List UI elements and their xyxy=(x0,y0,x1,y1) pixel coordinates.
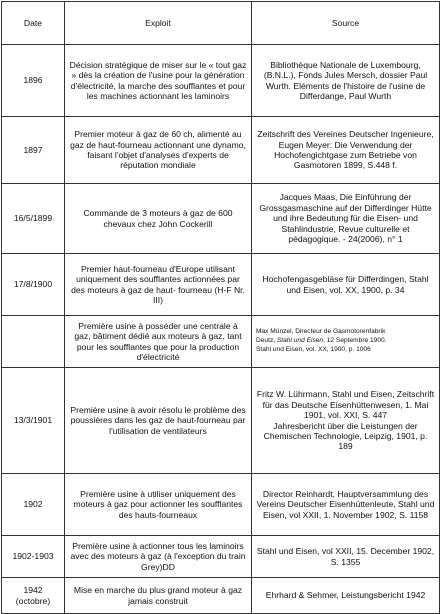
source-line: Stahl und Eisen, vol. XX, 1900, p. 1006 xyxy=(256,345,371,353)
source-line: Max Münzel, Directeur de Gasmotorenfabrik xyxy=(256,328,386,336)
table-row xyxy=(2,316,440,368)
exploit-cell: Mise en marche du plus grand moteur à gaz jamais construit xyxy=(65,578,252,614)
source-cell: Jacques Maas, Die Einführung der Grossgasmaschine auf der Differdinger Hütte und ihre Bedeutung für die Eisen- und Stahlindustrie, Revue culturelle et pédagogique. - 24(2006), n° 1 xyxy=(252,184,440,254)
date-cell: 13/3/1901 xyxy=(2,368,65,474)
table-row xyxy=(2,368,440,474)
source-cell: Bibliothèque Nationale de Luxembourg, (B.N.L.), Fonds Jules Mersch, dossier Paul Wurth. Eléments de l'histoire de l'usine de Differdange, Paul Wurth xyxy=(252,45,440,117)
source-journal: Stahl und Eisen xyxy=(276,337,324,345)
date-cell: 1896 xyxy=(2,45,65,117)
date-line: (octobre) xyxy=(15,595,51,606)
source-cell xyxy=(252,316,440,368)
history-table xyxy=(1,1,440,614)
header-row xyxy=(2,2,440,45)
source-cell: Zeitschrift des Vereines Deutscher Ingenieure, Eugen Meyer: Die Verwendung der Hochofengichtgase zum Betriebe von Gasmotoren 1899, S.448 f. xyxy=(252,117,440,184)
source-line: Fritz W. Lührmann, Stahl und Eisen, Zeitschrift für das Deutsche Eisenhüttenwesen, 1. Mai 1901, vol. XXI, S. 447 xyxy=(256,389,435,421)
table-row xyxy=(2,254,440,316)
table-row xyxy=(2,474,440,536)
date-cell xyxy=(2,578,65,614)
table-row xyxy=(2,536,440,578)
date-cell: 1902-1903 xyxy=(2,536,65,578)
date-cell: 1902 xyxy=(2,474,65,536)
date-cell: 16/5/1899 xyxy=(2,184,65,254)
exploit-cell: Première usine à posséder une centrale à gaz, bâtiment dédié aux moteurs à gaz, tant pour les soufflantes que pour la production d'électricité xyxy=(65,316,252,368)
exploit-cell: Premier moteur à gaz de 60 ch, alimenté au gaz de haut-fourneau actionnant une dynamo, faisant l'objet d'analyses d'experts de réputation mondiale xyxy=(65,117,252,184)
exploit-cell: Décision stratégique de miser sur le « tout gaz » dès la création de l'usine pour la génération d'électricité, la marche des soufflantes et pour les machines actionnant les laminoirs xyxy=(65,45,252,117)
source-cell: Stahl und Eisen, vol XXII, 15. December 1902, S. 1355 xyxy=(252,536,440,578)
table-row xyxy=(2,45,440,117)
exploit-cell: Première usine à utiliser uniquement des moteurs à gaz pour actionner les soufflantes des hauts-fourneaux xyxy=(65,474,252,536)
source-cell: Director Reinhardt, Hauptversammlung des Vereins Deutscher Eisenhüttenleute, Stahl und Eisen, vol XXII, 1. November 1902, S. 1158 xyxy=(252,474,440,536)
source-fragment: , 12 Septembre 1900. xyxy=(323,337,387,345)
date-cell: 1897 xyxy=(2,117,65,184)
date-cell: 17/8/1900 xyxy=(2,254,65,316)
exploit-cell: Premier haut-fourneau d'Europe utilisant uniquement des soufflantes actionnées par des moteurs à gaz de haut- fourneau (H-F Nr. III) xyxy=(65,254,252,316)
table-row xyxy=(2,184,440,254)
exploit-cell: Première usine à avoir résolu le problème des poussières dans les gaz de haut-fourneau par l'utilisation de ventilateurs xyxy=(65,368,252,474)
header-date: Date xyxy=(2,2,65,45)
source-line: Jahresbericht über die Leistungen der Chemischen Technologie, Leipzig, 1901, p. 189 xyxy=(263,420,428,452)
source-cell xyxy=(252,368,440,474)
source-cell: Ehrhard & Sehmer, Leistungsbericht 1942 xyxy=(252,578,440,614)
source-line xyxy=(256,337,435,346)
source-cell: Hochofengasgebläse für Differdingen, Stahl und Eisen, vol. XX, 1900, p. 34 xyxy=(252,254,440,316)
exploit-cell: Première usine à actionner tous les laminoirs avec des moteurs à gaz (à l'exception du train Grey)DD xyxy=(65,536,252,578)
source-fragment: Deutz, xyxy=(256,337,277,345)
exploit-cell: Commande de 3 moteurs à gaz de 600 chevaux chez John Cockerill xyxy=(65,184,252,254)
header-source: Source xyxy=(252,2,440,45)
header-exploit: Exploit xyxy=(65,2,252,45)
table-row xyxy=(2,117,440,184)
date-line: 1942 xyxy=(23,585,43,596)
table-row xyxy=(2,578,440,614)
date-cell xyxy=(2,316,65,368)
